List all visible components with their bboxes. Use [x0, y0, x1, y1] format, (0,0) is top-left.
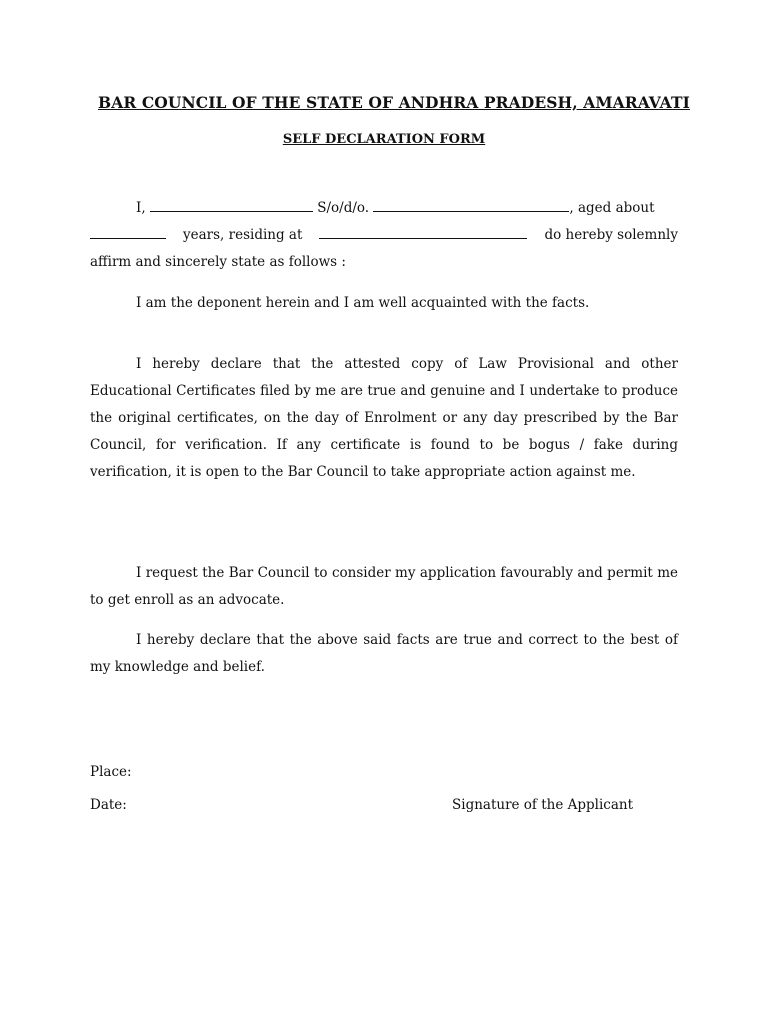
title-text: BAR COUNCIL OF THE STATE OF ANDHRA PRADESH, AMARAVATI	[98, 93, 690, 112]
intro-line-2	[90, 222, 678, 249]
subtitle-text: SELF DECLARATION FORM	[282, 132, 486, 147]
aged-label: , aged about	[569, 200, 655, 216]
paragraph-declaration: I hereby declare that the above said facts are true and correct to the best of my knowledge and belief.	[90, 632, 678, 675]
age-blank[interactable]	[90, 224, 166, 239]
address-blank[interactable]	[319, 224, 527, 239]
intro-line-3: affirm and sincerely state as follows :	[90, 254, 346, 270]
date-label: Date:	[90, 797, 127, 813]
place-label: Place:	[90, 764, 132, 780]
affirm-label: do hereby solemnly	[544, 227, 678, 243]
parent-name-blank[interactable]	[373, 197, 569, 212]
paragraph-deponent: I am the deponent herein and I am well acquainted with the facts.	[136, 295, 590, 311]
paragraph-request: I request the Bar Council to consider my application favourably and permit me to get enroll as an advocate.	[90, 565, 678, 608]
relation-label: S/o/d/o.	[317, 200, 370, 216]
years-label: years, residing at	[183, 227, 303, 243]
document-title	[0, 93, 768, 112]
signature-label: Signature of the Applicant	[452, 797, 634, 813]
paragraph-certificates: I hereby declare that the attested copy of Law Provisional and other Educational Certificates filed by me are true and genuine and I undertake to produce the original certificates, on the day of Enrolment or any day prescribed by the Bar Council, for verification. If any certificate is found to be bogus / fake during verification, it is open to the Bar Council to take appropriate action against me.	[90, 356, 678, 480]
i-label: I,	[136, 200, 146, 216]
form-subtitle	[0, 132, 768, 147]
name-blank[interactable]	[150, 197, 313, 212]
intro-line-1	[136, 195, 678, 222]
